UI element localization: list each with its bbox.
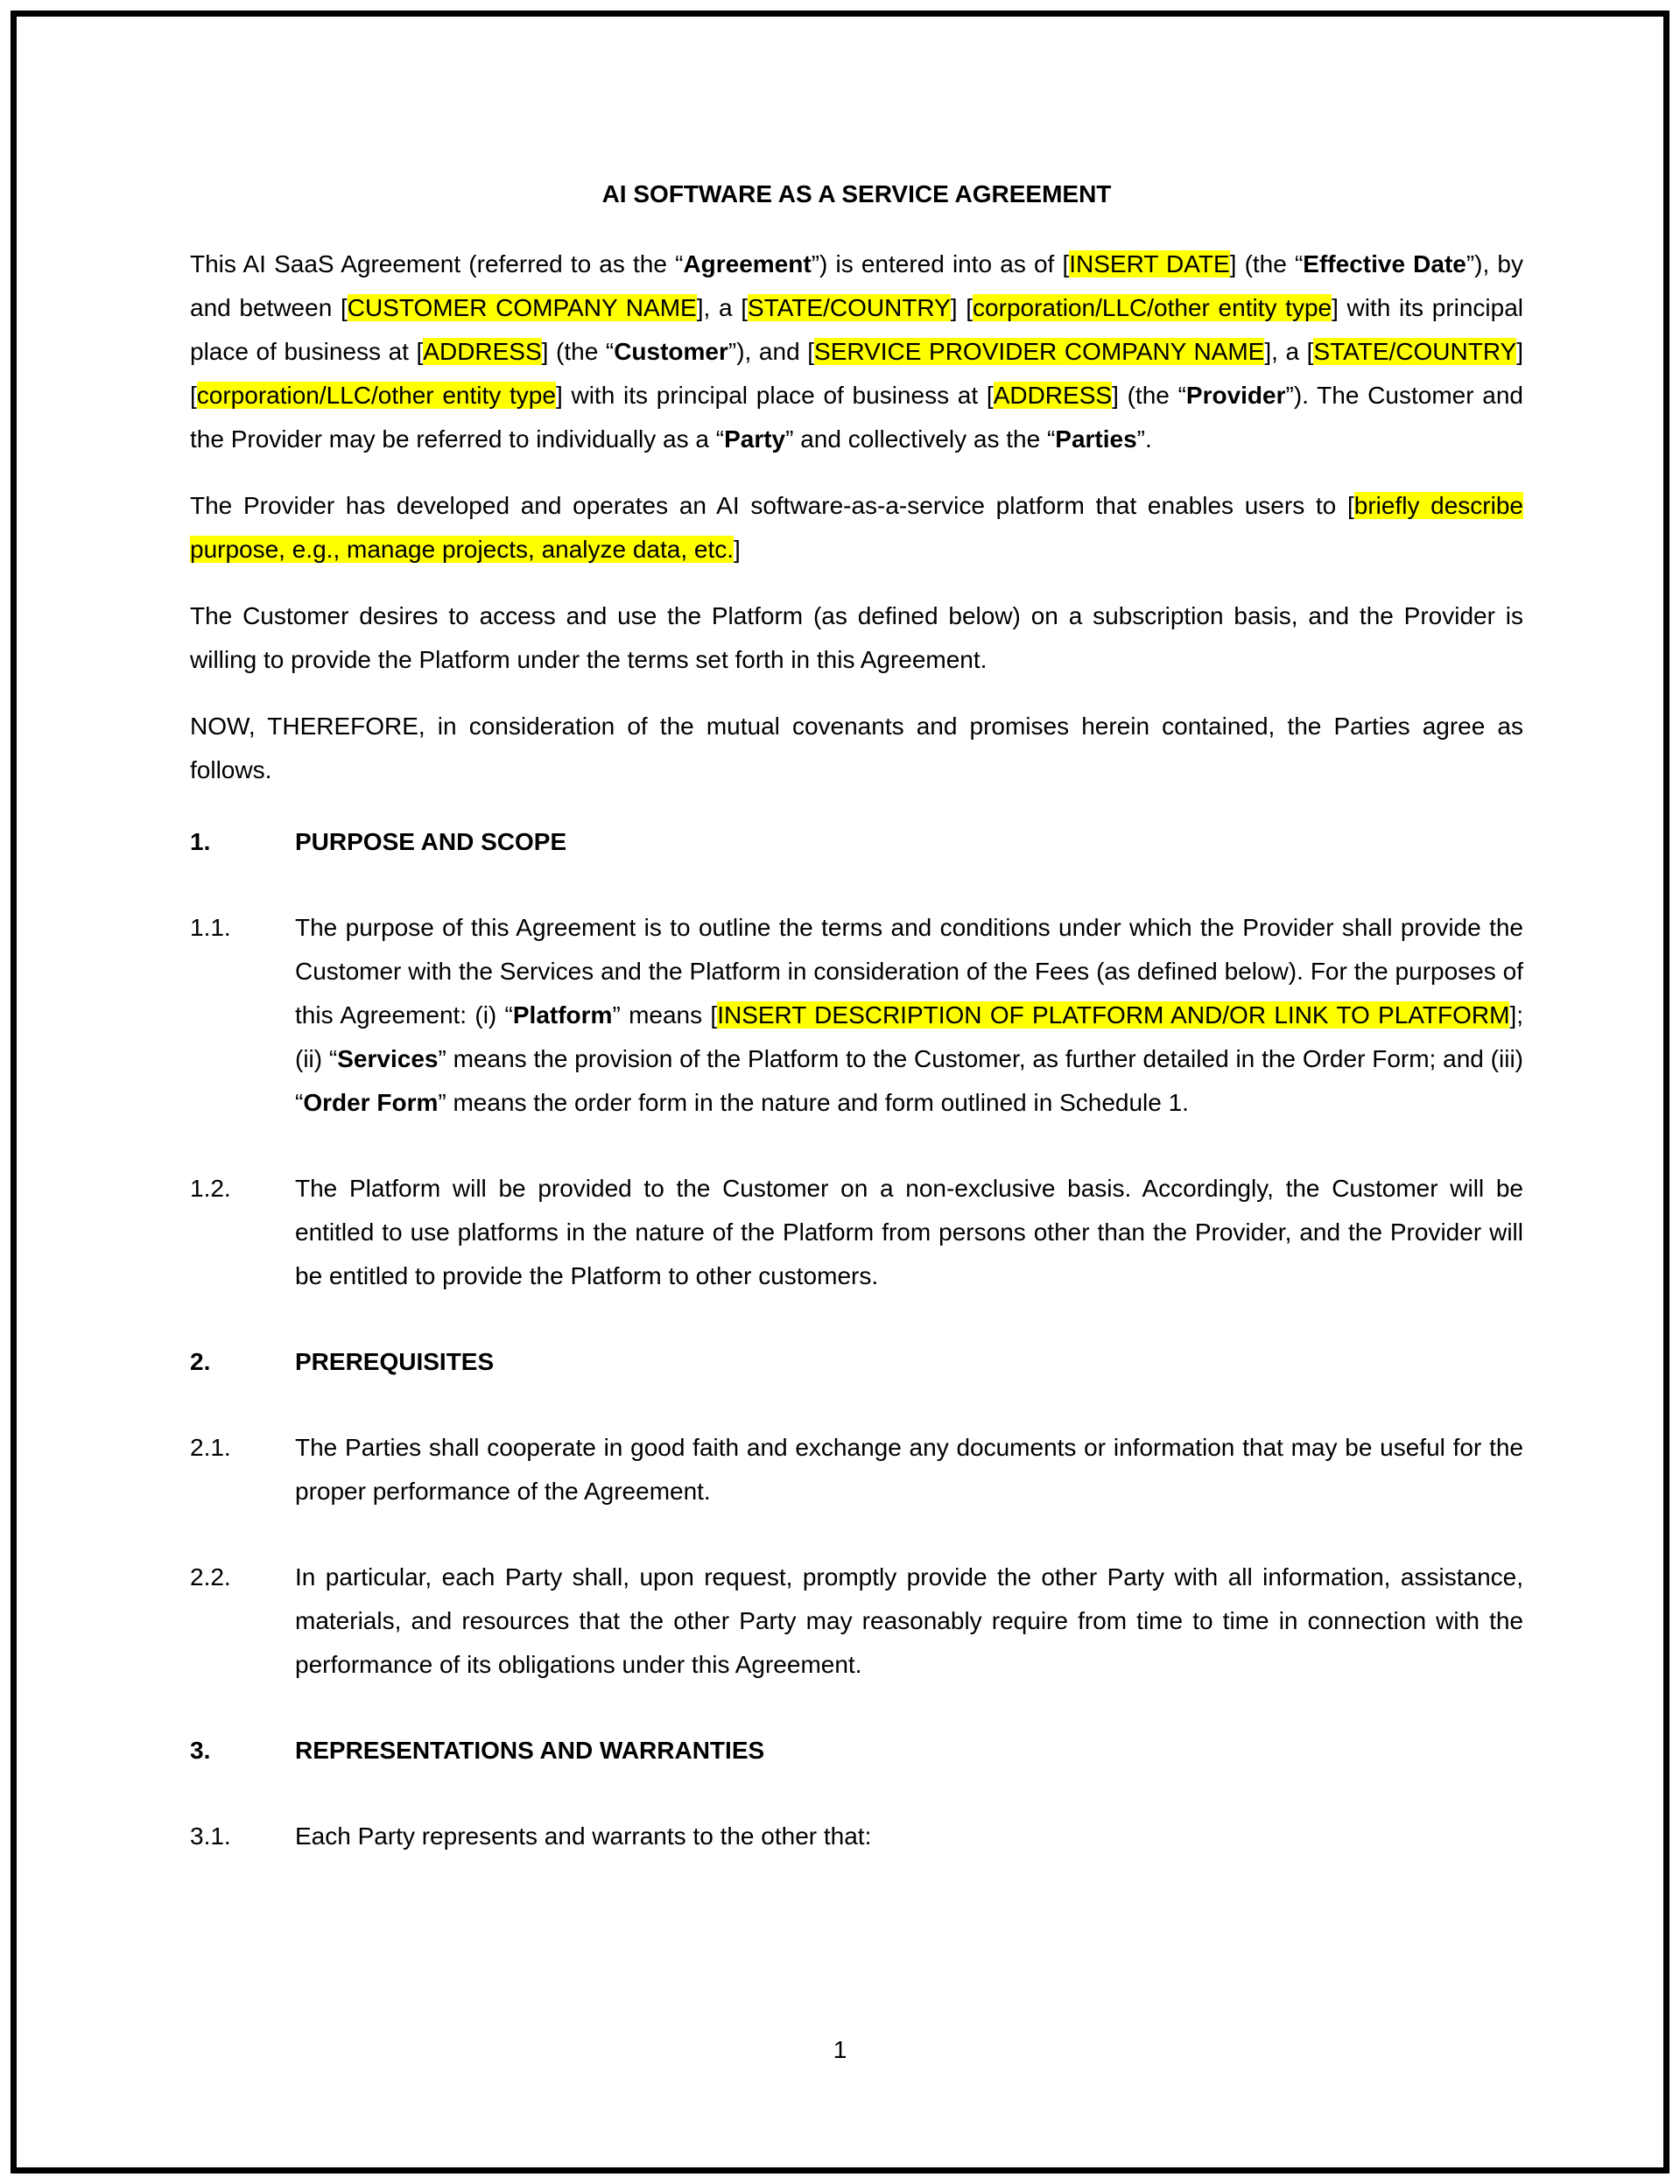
text-run: ] (the “ <box>1112 382 1186 409</box>
text-run: ”), and [ <box>728 338 815 365</box>
paragraph <box>190 242 1523 461</box>
text-run: This AI SaaS Agreement (referred to as the “ <box>190 250 684 277</box>
text-run: ] <box>734 536 741 563</box>
placeholder-highlight: briefly describe purpose, e.g., manage projects, analyze data, etc. <box>190 492 1523 563</box>
clause-number: 1.1. <box>190 914 231 941</box>
text-run: ], a [ <box>1264 338 1314 365</box>
text-run: Services <box>337 1045 439 1072</box>
placeholder-highlight: INSERT DESCRIPTION OF PLATFORM AND/OR LINK TO PLATFORM <box>717 1001 1510 1029</box>
section-title: PREREQUISITES <box>295 1348 495 1375</box>
document-body <box>190 242 1523 1858</box>
text-run: ”), by and between [ <box>190 250 1524 321</box>
text-run: The Parties shall cooperate in good faith and exchange any documents or information that may be useful for the proper performance of the Agreement. <box>295 1434 1523 1505</box>
text-run: ] with its principal place of business at [ <box>190 294 1523 365</box>
placeholder-highlight: corporation/LLC/other entity type <box>973 294 1332 321</box>
text-run: ] [ <box>950 294 974 321</box>
text-run: ] with its principal place of business at [ <box>555 382 994 409</box>
document-page <box>11 11 1669 2173</box>
placeholder-highlight: STATE/COUNTRY <box>748 294 951 321</box>
text-run: The Customer desires to access and use the Platform (as defined below) on a subscription basis, and the Provider is willing to provide the Platform under the terms set forth in this Agreement. <box>190 602 1523 673</box>
text-run: Provider <box>1185 382 1286 409</box>
text-run: ”). The Customer and the Provider may be referred to individually as a “ <box>190 382 1523 453</box>
clause-text <box>295 906 1523 1125</box>
text-run: ] (the “ <box>541 338 615 365</box>
section-heading <box>190 1729 1523 1773</box>
text-run: Customer <box>614 338 728 365</box>
clause <box>190 906 1523 1125</box>
text-run: The purpose of this Agreement is to outline the terms and conditions under which the Provider shall provide the Customer with the Services and the Platform in consideration of the Fees (as defined below). For the purposes of this Agreement: (i) “ <box>295 914 1523 1029</box>
text-run: ” means the provision of the Platform to the Customer, as further detailed in the Order Form; and (iii) “ <box>295 1045 1523 1116</box>
text-run: Parties <box>1055 425 1137 453</box>
paragraph <box>190 705 1523 792</box>
text-run: Each Party represents and warrants to the other that: <box>295 1822 872 1850</box>
text-run: ”. <box>1136 425 1152 453</box>
clause-number: 1.2. <box>190 1175 231 1202</box>
clause <box>190 1426 1523 1513</box>
section-number: 3. <box>190 1737 211 1764</box>
text-run: Party <box>724 425 786 453</box>
section-number: 2. <box>190 1348 211 1375</box>
clause-number: 2.2. <box>190 1563 231 1591</box>
clause-text <box>295 1167 1523 1298</box>
text-run: ” means [ <box>612 1001 718 1029</box>
section-title: REPRESENTATIONS AND WARRANTIES <box>295 1737 765 1764</box>
text-run: ” and collectively as the “ <box>785 425 1056 453</box>
placeholder-highlight: STATE/COUNTRY <box>1313 338 1517 365</box>
section-heading <box>190 820 1523 864</box>
text-run: The Platform will be provided to the Customer on a non-exclusive basis. Accordingly, the Customer will be entitled to use platforms in the nature of the Platform from persons other than the Provider, and the Provider will be entitled to provide the Platform to other customers. <box>295 1175 1523 1289</box>
placeholder-highlight: CUSTOMER COMPANY NAME <box>347 294 697 321</box>
text-run: NOW, THEREFORE, in consideration of the mutual covenants and promises herein contained, the Parties agree as follows. <box>190 713 1523 783</box>
clause-number: 3.1. <box>190 1822 231 1850</box>
text-run: Platform <box>512 1001 613 1029</box>
text-run: ” means the order form in the nature and form outlined in Schedule 1. <box>438 1089 1189 1116</box>
section-number: 1. <box>190 828 211 855</box>
text-run: ] (the “ <box>1229 250 1304 277</box>
placeholder-highlight: INSERT DATE <box>1069 250 1230 277</box>
placeholder-highlight: corporation/LLC/other entity type <box>196 382 556 409</box>
paragraph <box>190 484 1523 572</box>
text-run: Order Form <box>303 1089 439 1116</box>
clause <box>190 1815 1523 1858</box>
clause <box>190 1555 1523 1687</box>
text-run: Agreement <box>683 250 812 277</box>
section-title: PURPOSE AND SCOPE <box>295 828 567 855</box>
text-run: The Provider has developed and operates an AI software-as-a-service platform that enables users to [ <box>190 492 1354 519</box>
document-content <box>190 172 1523 1900</box>
text-run: ]; (ii) “ <box>295 1001 1523 1072</box>
section-heading <box>190 1340 1523 1384</box>
text-run: ”) is entered into as of [ <box>811 250 1070 277</box>
text-run: ] [ <box>190 338 1524 409</box>
placeholder-highlight: SERVICE PROVIDER COMPANY NAME <box>814 338 1265 365</box>
text-run: Effective Date <box>1303 250 1466 277</box>
clause-text <box>295 1815 1523 1858</box>
placeholder-highlight: ADDRESS <box>423 338 542 365</box>
paragraph <box>190 594 1523 682</box>
page-number: 1 <box>833 2036 847 2063</box>
clause <box>190 1167 1523 1298</box>
text-run: In particular, each Party shall, upon request, promptly provide the other Party with all information, assistance, materials, and resources that the other Party may reasonably require from time to time in connection with the performance of its obligations under this Agreement. <box>295 1563 1523 1678</box>
clause-text <box>295 1426 1523 1513</box>
document-title: AI SOFTWARE AS A SERVICE AGREEMENT <box>601 180 1112 207</box>
clause-text <box>295 1555 1523 1687</box>
placeholder-highlight: ADDRESS <box>993 382 1113 409</box>
text-run: ], a [ <box>696 294 748 321</box>
clause-number: 2.1. <box>190 1434 231 1461</box>
